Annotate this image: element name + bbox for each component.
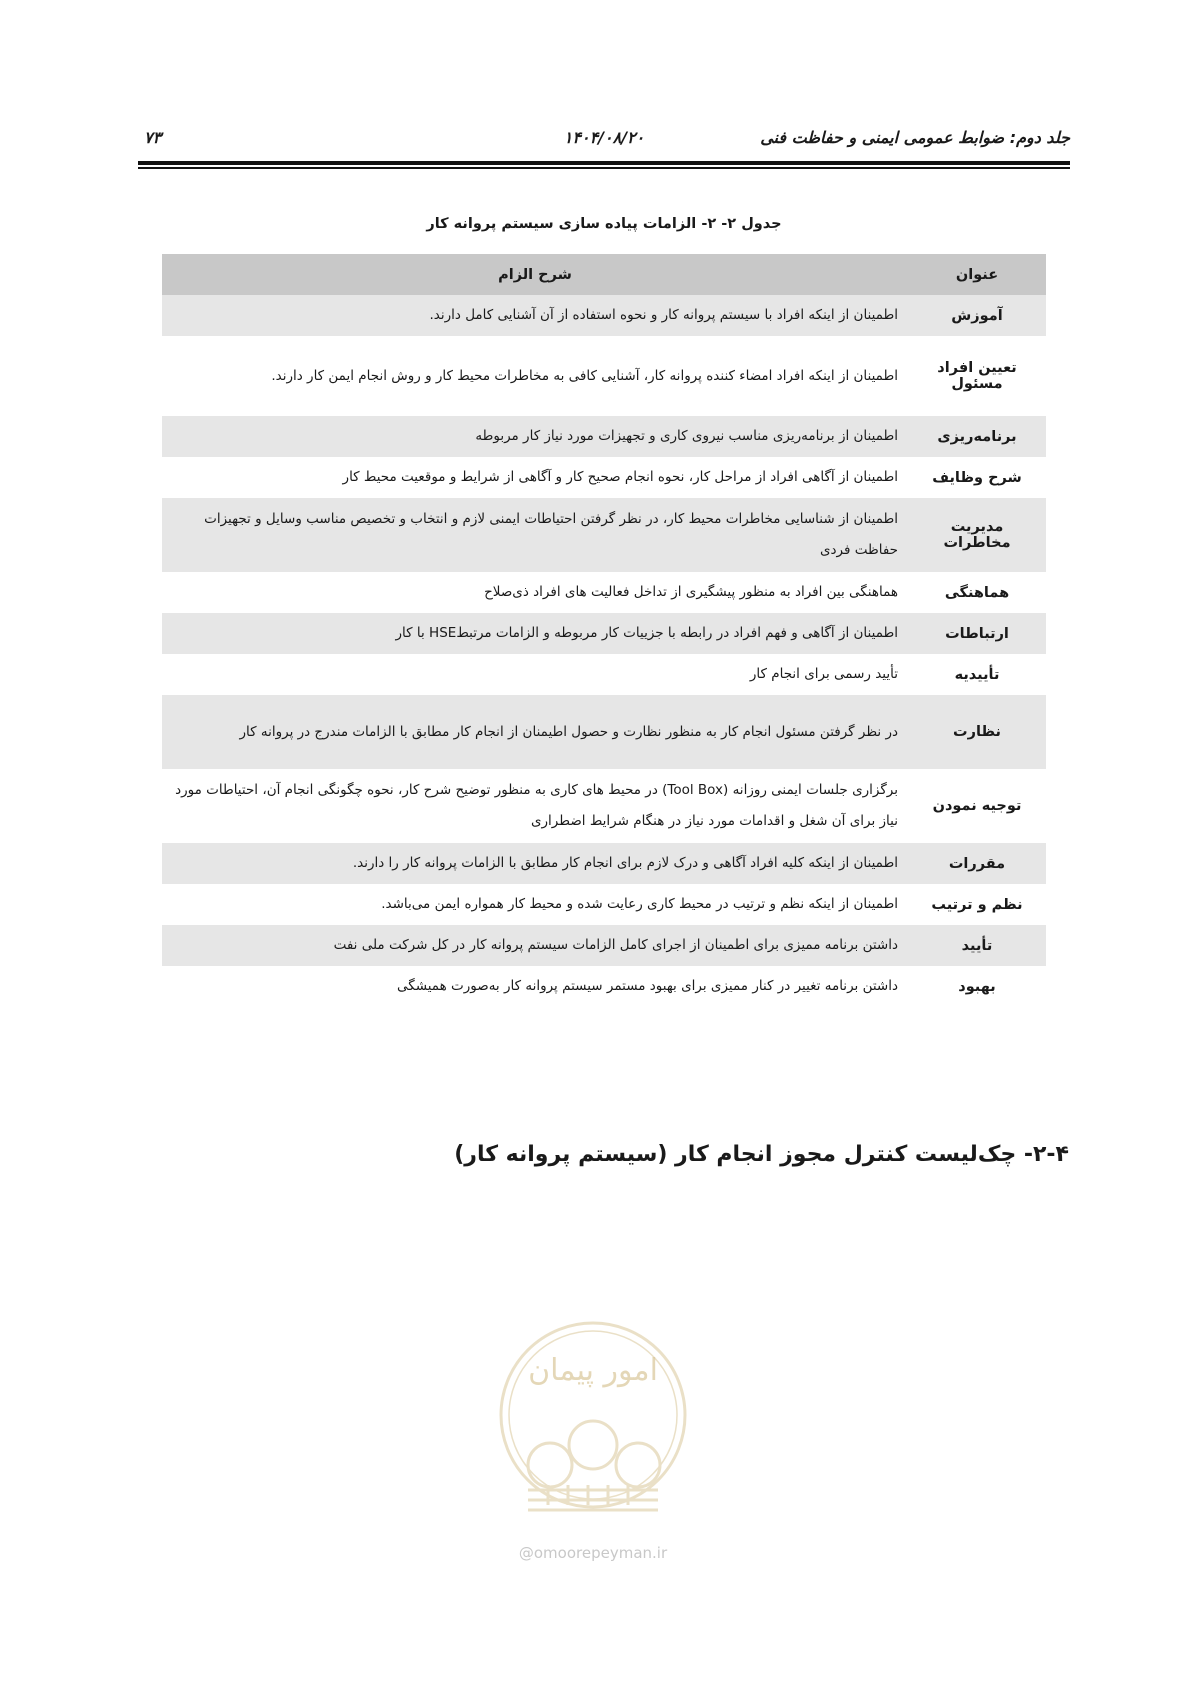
table-row xyxy=(162,884,1046,925)
table-row xyxy=(162,295,1046,336)
row-description-cell: هماهنگی بین افراد به منظور پیشگیری از تداخل فعالیت های افراد ذی‌صلاح xyxy=(162,572,908,613)
row-title-cell: توجیه نمودن xyxy=(908,769,1046,843)
row-description-cell: داشتن برنامه تغییر در کنار ممیزی برای بهبود مستمر سیستم پروانه کار به‌صورت همیشگی xyxy=(162,966,908,1007)
row-description-cell: اطمینان از اینکه افراد امضاء کننده پروانه کار، آشنایی کافی به مخاطرات محیط کار و روش انجام ایمن کار دارند. xyxy=(162,336,908,416)
table-row xyxy=(162,498,1046,572)
row-description-cell: اطمینان از اینکه کلیه افراد آگاهی و درک لازم برای انجام کار مطابق با الزامات پروانه کار را دارند. xyxy=(162,843,908,884)
document-date: ۱۴۰۴/۰۸/۲۰ xyxy=(563,128,645,147)
table-caption: جدول ۲- ۲- الزامات پیاده سازی سیستم پروانه کار xyxy=(426,216,782,232)
row-title-cell: تأیید xyxy=(908,925,1046,966)
table-body xyxy=(162,295,1046,1007)
table-header-row xyxy=(162,254,1046,295)
row-title-cell: نظارت xyxy=(908,695,1046,769)
row-description-cell: اطمینان از اینکه نظم و ترتیب در محیط کاری رعایت شده و محیط کار همواره ایمن می‌باشد. xyxy=(162,884,908,925)
header-rule-thin xyxy=(138,167,1070,169)
row-description-cell: اطمینان از برنامه‌ریزی مناسب نیروی کاری و تجهیزات مورد نیاز کار مربوطه xyxy=(162,416,908,457)
row-title-cell: مقررات xyxy=(908,843,1046,884)
table-row xyxy=(162,654,1046,695)
header-title-cell: عنوان xyxy=(908,254,1046,295)
row-title-cell: شرح وظایف xyxy=(908,457,1046,498)
header-description-cell: شرح الزام xyxy=(162,254,908,295)
row-title-cell: تأییدیه xyxy=(908,654,1046,695)
watermark-url: @omoorepeyman.ir xyxy=(518,1544,668,1562)
header-rule-thick xyxy=(138,161,1070,165)
document-title: جلد دوم: ضوابط عمومی ایمنی و حفاظت فنی xyxy=(760,128,1070,147)
row-title-cell: بهبود xyxy=(908,966,1046,1007)
table-row xyxy=(162,966,1046,1007)
table-row xyxy=(162,843,1046,884)
row-title-cell: هماهنگی xyxy=(908,572,1046,613)
row-title-cell: تعیین افراد مسئول xyxy=(908,336,1046,416)
row-description-cell: اطمینان از آگاهی و فهم افراد در رابطه با جزییات کار مربوطه و الزامات مرتبطHSE با کار xyxy=(162,613,908,654)
row-title-cell: نظم و ترتیب xyxy=(908,884,1046,925)
page-header xyxy=(138,128,1070,154)
table-row xyxy=(162,572,1046,613)
page-number: ۷۳ xyxy=(144,128,162,147)
row-description-cell: در نظر گرفتن مسئول انجام کار به منظور نظارت و حصول اطیمنان از انجام کار مطابق با الزامات مندرج در پروانه کار xyxy=(162,695,908,769)
row-description-cell: اطمینان از شناسایی مخاطرات محیط کار، در نظر گرفتن احتیاطات ایمنی لازم و انتخاب و تخصیص مناسب وسایل و تجهیزات حفاظت فردی xyxy=(162,498,908,572)
table-row xyxy=(162,695,1046,769)
table-row xyxy=(162,613,1046,654)
row-description-cell: اطمینان از اینکه افراد با سیستم پروانه کار و نحوه استفاده از آن آشنایی کامل دارند. xyxy=(162,295,908,336)
row-title-cell: مدیریت مخاطرات xyxy=(908,498,1046,572)
table-row xyxy=(162,925,1046,966)
row-title-cell: برنامه‌ریزی xyxy=(908,416,1046,457)
requirements-table xyxy=(162,254,1046,1007)
table-row xyxy=(162,457,1046,498)
table-row xyxy=(162,336,1046,416)
row-title-cell: آموزش xyxy=(908,295,1046,336)
watermark-logo xyxy=(488,1305,698,1565)
row-description-cell: تأیید رسمی برای انجام کار xyxy=(162,654,908,695)
row-description-cell: داشتن برنامه ممیزی برای اطمینان از اجرای کامل الزامات سیستم پروانه کار در کل شرکت ملی نفت xyxy=(162,925,908,966)
section-heading: ۲-۴- چک‌لیست کنترل مجوز انجام کار (سیستم پروانه کار) xyxy=(454,1142,1069,1167)
table-row xyxy=(162,416,1046,457)
row-description-cell: اطمینان از آگاهی افراد از مراحل کار، نحوه انجام صحیح کار و آگاهی از شرایط و موقعیت محیط کار xyxy=(162,457,908,498)
watermark-logo-text: امور پیمان xyxy=(528,1353,658,1388)
table-row xyxy=(162,769,1046,843)
row-title-cell: ارتباطات xyxy=(908,613,1046,654)
row-description-cell: برگزاری جلسات ایمنی روزانه (Tool Box) در محیط های کاری به منظور توضیح شرح کار، نحوه چگونگی انجام آن، احتیاطات مورد نیاز برای آن شغل و اقدامات مورد نیاز در هنگام شرایط اضطراری xyxy=(162,769,908,843)
